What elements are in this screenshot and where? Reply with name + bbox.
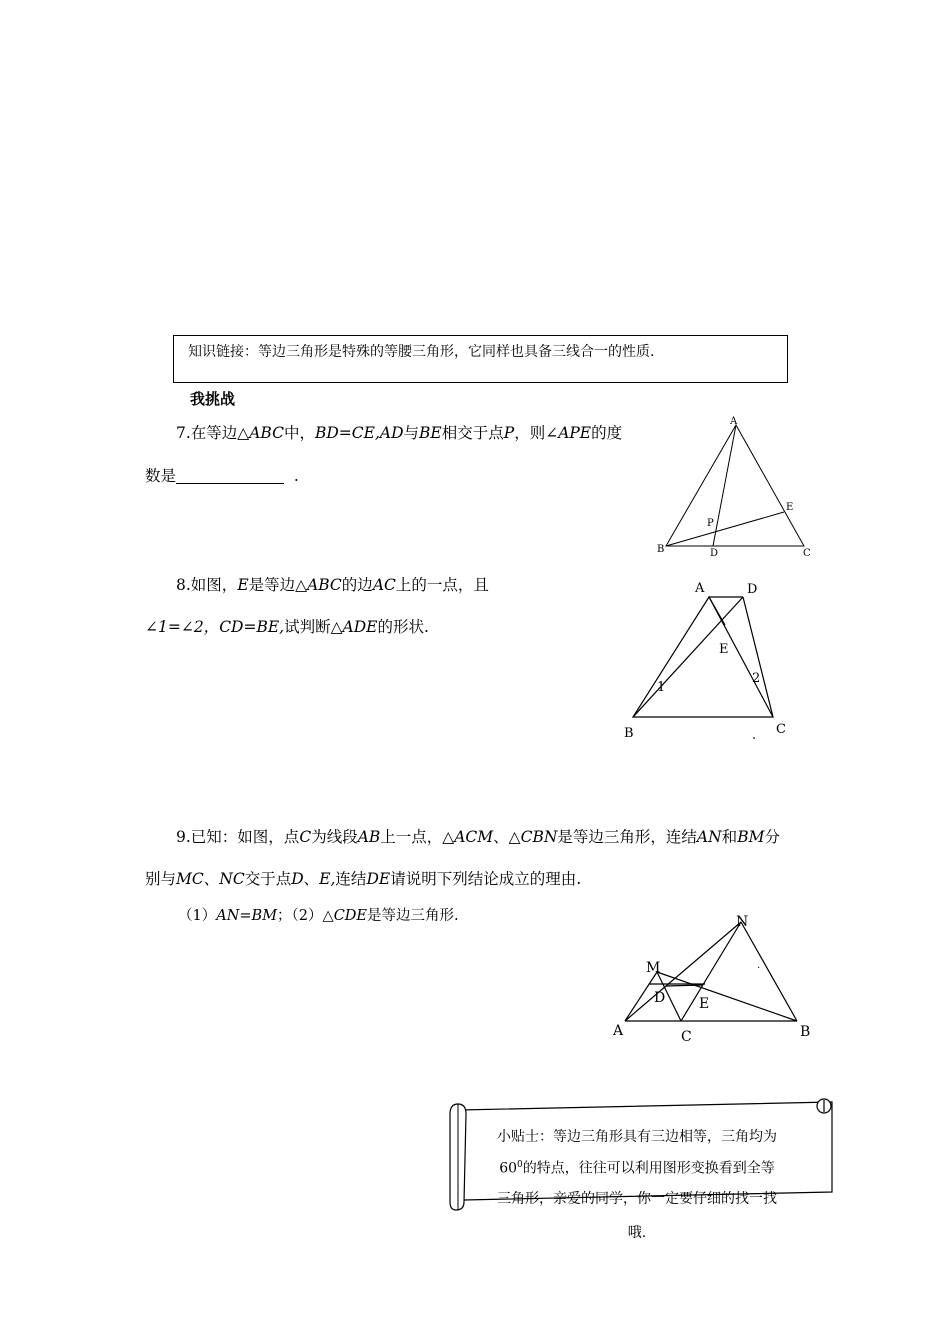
label-c: C <box>776 722 786 737</box>
q9-text: 连结 <box>335 870 367 888</box>
label-p: P <box>707 518 714 529</box>
q8-text: CD=BE, <box>219 618 285 636</box>
q7-text: ABC <box>249 424 284 442</box>
tip-line-3: 三角形，亲爱的同学，你一定要仔细的找一找 <box>497 1190 777 1207</box>
segment-cn <box>681 922 741 1021</box>
tip-line-2 <box>462 1153 812 1181</box>
label-e: E <box>699 996 710 1012</box>
q7-text: BD=CE, <box>314 424 380 442</box>
q9-text: 、△ <box>493 828 521 846</box>
tip-line-2-text: 的特点，往往可以利用图形变换看到全等 <box>522 1160 775 1177</box>
label-e: E <box>719 642 729 657</box>
q7-number: 7. <box>176 424 191 442</box>
segment-dc <box>743 597 773 717</box>
label-a: A <box>613 1023 624 1039</box>
question-7-line-2 <box>145 465 299 487</box>
q9-text: 上一点，△ <box>380 828 455 846</box>
tip-line-1: 小贴士：等边三角形具有三边相等，三角均为 <box>497 1129 777 1145</box>
q9-text: MC <box>176 870 204 888</box>
q9-text: ；（2）△ <box>277 908 334 924</box>
label-n: N <box>736 914 749 930</box>
q8-number: 8. <box>176 576 191 594</box>
answer-blank <box>176 467 284 484</box>
question-9-line-1 <box>176 826 780 848</box>
q9-text: BM <box>737 828 765 846</box>
tip-text <box>462 1125 812 1245</box>
q9-text: 和 <box>721 828 738 846</box>
q8-text: 如图， <box>190 576 238 594</box>
q9-text: E, <box>319 870 336 888</box>
label-a: A <box>695 581 705 596</box>
label-d: D <box>654 990 666 1006</box>
q7-text: AD <box>379 424 404 442</box>
q9-text: 分 <box>764 828 780 846</box>
question-9-line-3 <box>178 905 459 927</box>
segment-am <box>625 972 657 1021</box>
figure-q7 <box>650 410 820 560</box>
q7-text: 中， <box>283 424 315 442</box>
segment-ad <box>713 425 736 546</box>
label-c: C <box>803 548 811 559</box>
segment-be <box>666 512 784 546</box>
q7-text: 在等边△ <box>190 424 250 442</box>
q9-text: （1） <box>178 908 217 924</box>
triangle-abc <box>666 425 804 546</box>
q8-text: ABC <box>307 576 342 594</box>
q9-text: CBN <box>520 828 558 846</box>
label-c: C <box>681 1029 692 1045</box>
q9-text: AB <box>357 828 381 846</box>
label-d: D <box>747 582 758 597</box>
knowledge-link-box <box>173 335 788 383</box>
segment-an <box>625 922 741 1021</box>
label-2: 2 <box>752 671 761 686</box>
q8-text: ADE <box>342 618 378 636</box>
q9-text: 交于点 <box>244 870 292 888</box>
q7-text: . <box>293 467 299 485</box>
tip-degree-sup: 0 <box>517 1160 523 1170</box>
tip-line-4: 哦. <box>627 1224 647 1241</box>
question-8-line-2 <box>145 616 429 638</box>
q9-text: AN=BM <box>216 908 278 924</box>
q9-text: 别与 <box>145 870 177 888</box>
q9-text: 是等边三角形，连结 <box>557 828 697 846</box>
q9-text: 请说明下列结论成立的理由. <box>390 870 582 888</box>
q9-number: 9. <box>176 828 191 846</box>
q8-text: 上的一点，且 <box>395 576 489 594</box>
segment-ae <box>709 597 725 625</box>
q9-text: AN <box>696 828 722 846</box>
label-b: B <box>624 726 634 741</box>
q8-text: 的边 <box>341 576 373 594</box>
q8-text: ∠1=∠2， <box>145 618 220 636</box>
q9-text: 、 <box>303 870 320 888</box>
knowledge-link-text: 知识链接：等边三角形是特殊的等腰三角形，它同样也具备三线合一的性质. <box>188 344 655 360</box>
dot-mark: . <box>757 960 761 971</box>
dot-mark: . <box>752 728 757 743</box>
label-b: B <box>657 544 665 555</box>
figure-q8 <box>615 575 805 745</box>
q9-text: CDE <box>333 908 367 924</box>
segment-bd <box>633 597 743 717</box>
label-m: M <box>646 960 661 976</box>
label-e: E <box>786 502 794 513</box>
figure-q9 <box>605 910 820 1050</box>
question-8-line-1 <box>176 574 489 596</box>
q7-text: 相交于点 <box>441 424 504 442</box>
q7-text: ，则∠ <box>514 424 559 442</box>
q7-text: P <box>503 424 515 442</box>
q8-text: 是等边△ <box>248 576 308 594</box>
q9-text: ACM <box>454 828 494 846</box>
tip-60: 60 <box>499 1160 518 1177</box>
q9-text: 是等边三角形. <box>367 908 459 924</box>
question-9-line-2 <box>145 868 581 890</box>
q9-text: 已知：如图，点 <box>190 828 300 846</box>
q8-text: 的形状. <box>377 618 429 636</box>
q9-text: C <box>299 828 312 846</box>
q8-text: AC <box>372 576 396 594</box>
q9-text: 、 <box>203 870 220 888</box>
label-d: D <box>710 548 719 559</box>
q7-text: 数是 <box>145 467 177 485</box>
label-1: 1 <box>657 680 666 695</box>
q9-text: NC <box>219 870 245 888</box>
q9-text: 为线段 <box>311 828 358 846</box>
triangle-abc <box>633 597 773 717</box>
q9-text: DE <box>366 870 391 888</box>
label-b: B <box>800 1024 811 1040</box>
q7-text: BE <box>419 424 442 442</box>
q8-text: E <box>237 576 249 594</box>
q8-text: 试判断△ <box>284 618 343 636</box>
segment-nb <box>741 922 797 1021</box>
label-a: A <box>730 416 738 427</box>
q9-text: D <box>291 870 304 888</box>
question-7-line-1 <box>176 422 622 444</box>
q7-text: 与 <box>403 424 420 442</box>
q7-text: 的度 <box>591 424 623 442</box>
q7-text: APE <box>558 424 592 442</box>
section-heading: 我挑战 <box>190 390 236 408</box>
